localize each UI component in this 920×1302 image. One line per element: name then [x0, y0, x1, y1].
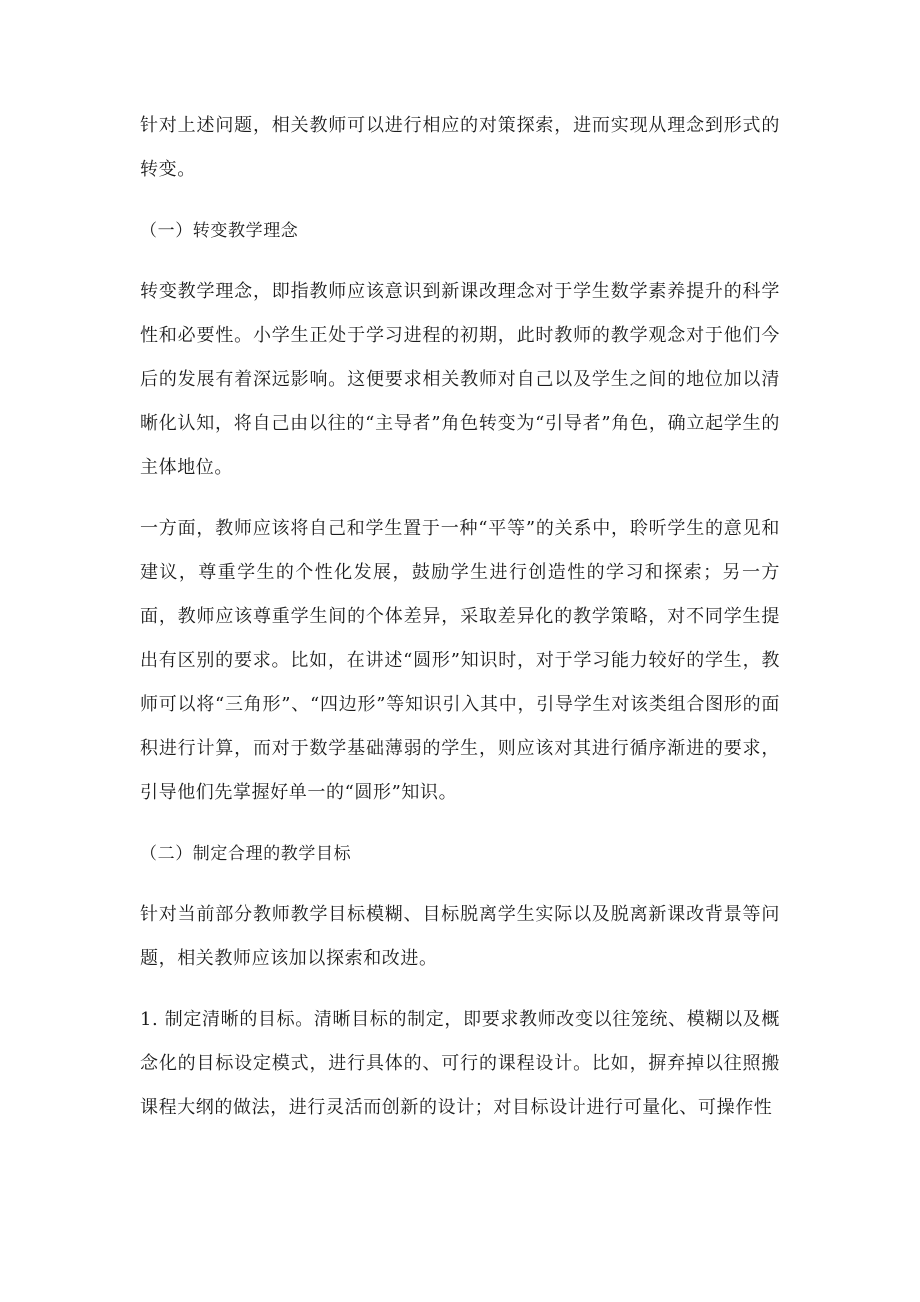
- document-body: [140, 104, 780, 1147]
- paragraph-goal-problems: 针对当前部分教师教学目标模糊、目标脱离学生实际以及脱离新课改背景等问题，相关教师应该加以探索和改进。: [140, 904, 780, 969]
- section-heading-2: （二）制定合理的教学目标: [140, 844, 352, 864]
- paragraph-teaching-philosophy: 转变教学理念，即指教师应该意识到新课改理念对于学生数学素养提升的科学性和必要性。小学生正处于学习进程的初期，此时教师的教学观念对于他们今后的发展有着深远影响。这便要求相关教师对自己以及学生之间的地位加以清晰化认知，将自己由以往的“主导者”角色转变为“引导者”角色，确立起学生的主体地位。: [140, 281, 780, 478]
- paragraph-clear-goals: 1. 制定清晰的目标。清晰目标的制定，即要求教师改变以往笼统、模糊以及概念化的目标设定模式，进行具体的、可行的课程设计。比如，摒弃掉以往照搬课程大纲的做法，进行灵活而创新的设计；对目标设计进行可量化、可操作性: [140, 1009, 780, 1118]
- paragraph-intro: 针对上述问题，相关教师可以进行相应的对策探索，进而实现从理念到形式的转变。: [140, 115, 780, 180]
- paragraph-equality-and-differences: 一方面，教师应该将自己和学生置于一种“平等”的关系中，聆听学生的意见和建议，尊重学生的个性化发展，鼓励学生进行创造性的学习和探索；另一方面，教师应该尊重学生间的个体差异，采取差异化的教学策略，对不同学生提出有区别的要求。比如，在讲述“圆形”知识时，对于学习能力较好的学生，教师可以将“三角形”、“四边形”等知识引入其中，引导学生对该类组合图形的面积进行计算，而对于数学基础薄弱的学生，则应该对其进行循序渐进的要求，引导他们先掌握好单一的“圆形”知识。: [140, 518, 780, 803]
- section-heading-1: （一）转变教学理念: [140, 221, 299, 241]
